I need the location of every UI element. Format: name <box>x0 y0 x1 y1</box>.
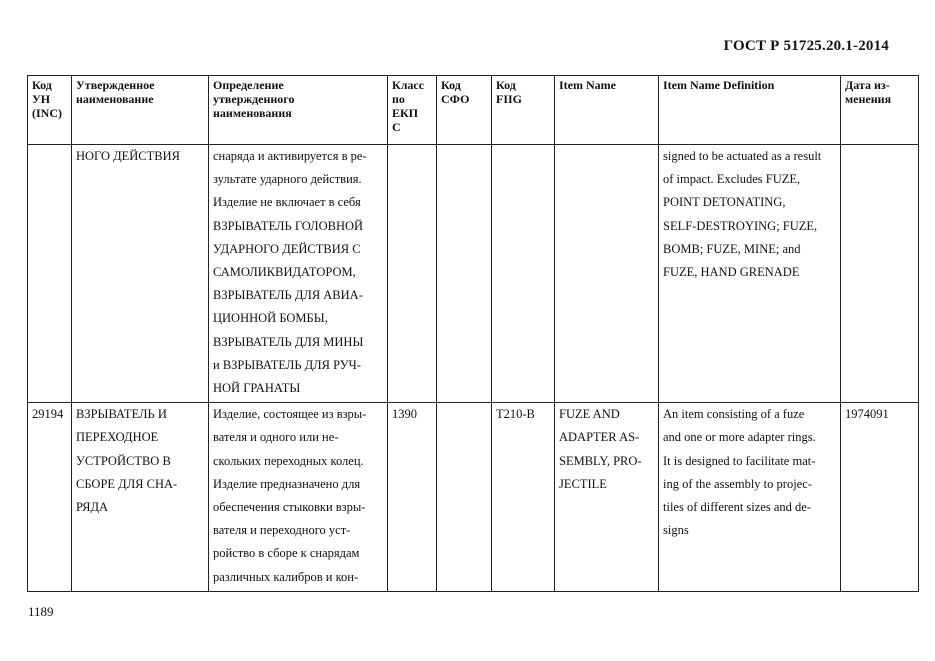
cell-text-line: НОГО ДЕЙСТВИЯ <box>76 149 180 163</box>
cell-text-line: BOMB; FUZE, MINE; and <box>663 241 801 256</box>
column-header-line: Определение <box>213 78 284 92</box>
cell-text-line: Изделие предназначено для <box>213 476 361 491</box>
cell-text-line: ADAPTER AS- <box>559 430 640 445</box>
cell-text-line: signed to be actuated as a result <box>663 149 822 163</box>
cell-text-line: скольких переходных колец. <box>213 453 364 468</box>
column-header-line: Код <box>441 78 461 92</box>
cell-text-line: signs <box>663 523 689 538</box>
cell-text-line: Изделие не включает в себя <box>213 195 361 210</box>
table-cell <box>841 145 919 403</box>
column-header <box>492 76 555 145</box>
column-header-line: менения <box>845 92 892 106</box>
cell-text-line: и ВЗРЫВАТЕЛЬ ДЛЯ РУЧ- <box>213 357 361 372</box>
table-cell <box>659 145 841 403</box>
table-cell <box>388 145 437 403</box>
table-cell <box>209 403 388 592</box>
table-cell <box>492 403 555 592</box>
column-header <box>659 76 841 145</box>
cell-text-line: of impact. Excludes FUZE, <box>663 172 801 187</box>
column-header-line: Дата из- <box>845 78 890 92</box>
cell-text-line: НОЙ ГРАНАТЫ <box>213 381 301 396</box>
column-header <box>437 76 492 145</box>
cell-text-line: УДАРНОГО ДЕЙСТВИЯ С <box>213 241 361 256</box>
column-header-line: утвержденного <box>213 92 295 106</box>
table-cell <box>28 145 72 403</box>
cell-text-line: УСТРОЙСТВО В <box>76 453 171 468</box>
cell-text-line: 1390 <box>392 407 417 422</box>
cell-text-line: 1974091 <box>845 407 889 422</box>
table-cell <box>555 145 659 403</box>
column-header <box>841 76 919 145</box>
table-row <box>28 145 919 403</box>
column-header-line: ЕКП <box>392 106 419 120</box>
cell-text-line: САМОЛИКВИДАТОРОМ, <box>213 265 356 280</box>
table-row <box>28 403 919 592</box>
cell-text-line: РЯДА <box>76 500 109 515</box>
table-cell <box>72 145 209 403</box>
table-cell <box>492 145 555 403</box>
column-header-line: наименование <box>76 92 154 106</box>
page-number: 1189 <box>28 604 54 619</box>
column-header <box>72 76 209 145</box>
cell-text-line: tiles of different sizes and de- <box>663 500 811 515</box>
column-header <box>209 76 388 145</box>
table-cell <box>72 403 209 592</box>
table-cell <box>437 403 492 592</box>
cell-text-line: зультате ударного действия. <box>213 172 362 187</box>
cell-text-line: POINT DETONATING, <box>663 195 786 210</box>
table-cell <box>659 403 841 592</box>
cell-text-line: ЦИОННОЙ БОМБЫ, <box>213 311 328 326</box>
cell-text-line: FUZE AND <box>559 407 620 422</box>
cell-text-line: SELF-DESTROYING; FUZE, <box>663 218 818 233</box>
column-header-line: УН <box>32 92 51 106</box>
cell-text-line: and one or more adapter rings. <box>663 430 816 445</box>
cell-text-line: ВЗРЫВАТЕЛЬ ДЛЯ МИНЫ <box>213 334 364 349</box>
cell-text-line: СБОРЕ ДЛЯ СНА- <box>76 476 178 491</box>
cell-text-line: FUZE, HAND GRENADE <box>663 265 800 280</box>
cell-text-line: ройство в сборе к снарядам <box>213 546 360 561</box>
cell-text-line: T210-B <box>496 407 535 422</box>
cell-text-line: It is designed to facilitate mat- <box>663 453 816 468</box>
column-header <box>555 76 659 145</box>
column-header-line: СФО <box>441 92 470 106</box>
column-header-line: FIIG <box>496 92 523 106</box>
table-cell <box>28 403 72 592</box>
cell-text-line: обеспечения стыковки взры- <box>213 500 366 515</box>
column-header-line: наименования <box>213 106 292 120</box>
cell-text-line: SEMBLY, PRO- <box>559 453 642 468</box>
column-header-line: Код <box>32 78 52 92</box>
cell-text-line: ПЕРЕХОДНОЕ <box>76 430 159 445</box>
cell-text-line: вателя и одного или не- <box>213 430 339 445</box>
cell-text-line: JECTILE <box>559 476 607 491</box>
cell-text-line: различных калибров и кон- <box>213 569 359 584</box>
document-standard-number: ГОСТ Р 51725.20.1-2014 <box>723 38 889 54</box>
cell-text-line: Изделие, состоящее из взры- <box>213 407 367 422</box>
column-header-line: С <box>392 120 401 134</box>
cell-text-line: вателя и переходного уст- <box>213 523 351 538</box>
cell-text-line: ВЗРЫВАТЕЛЬ И <box>76 407 167 422</box>
column-header-line: по <box>392 92 405 106</box>
cell-text-line: снаряда и активируется в ре- <box>213 149 367 163</box>
column-header-line: Item Name Definition <box>663 78 775 92</box>
column-header-line: (INC) <box>32 106 62 120</box>
table-cell <box>841 403 919 592</box>
table-cell <box>437 145 492 403</box>
data-table <box>27 75 919 592</box>
cell-text-line: ВЗРЫВАТЕЛЬ ГОЛОВНОЙ <box>213 218 364 233</box>
column-header <box>28 76 72 145</box>
cell-text-line: ing of the assembly to projec- <box>663 476 812 491</box>
column-header <box>388 76 437 145</box>
column-header-line: Item Name <box>559 78 616 92</box>
column-header-line: Класс <box>392 78 425 92</box>
table-cell <box>209 145 388 403</box>
table-cell <box>388 403 437 592</box>
column-header-line: Утвержденное <box>76 78 155 92</box>
cell-text-line: ВЗРЫВАТЕЛЬ ДЛЯ АВИА- <box>213 288 363 303</box>
column-header-line: Код <box>496 78 516 92</box>
table-cell <box>555 403 659 592</box>
table-body <box>28 145 919 592</box>
cell-text-line: 29194 <box>32 407 64 422</box>
table-header-row <box>28 76 919 145</box>
cell-text-line: An item consisting of a fuze <box>663 407 805 422</box>
